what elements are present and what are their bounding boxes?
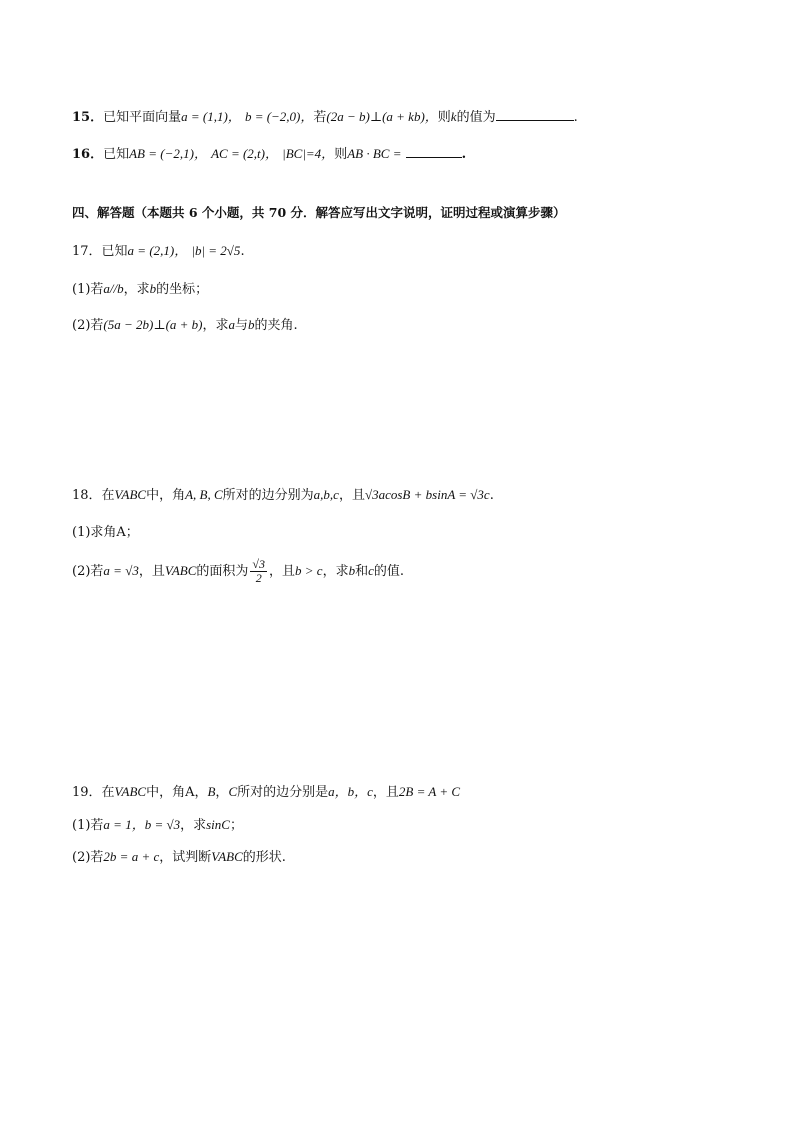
question-17-part-2 bbox=[72, 315, 298, 336]
part-text: ，试判断 bbox=[159, 850, 212, 865]
math-expression: VABC bbox=[211, 849, 243, 864]
question-stem: 17．已知 bbox=[72, 244, 128, 259]
question-text: 中，角A， bbox=[146, 785, 208, 800]
question-19-part-1 bbox=[72, 815, 243, 836]
part-text: ，求 bbox=[123, 282, 150, 297]
area-fraction bbox=[250, 558, 267, 585]
part-label: (1)若 bbox=[72, 282, 104, 297]
part-text: 的坐标； bbox=[156, 282, 209, 297]
question-end: . bbox=[240, 244, 245, 259]
math-expression: a = (1,1)， bbox=[181, 109, 241, 124]
question-number: 15． bbox=[72, 110, 104, 125]
math-expression: AB = (−2,1)， bbox=[129, 146, 207, 161]
question-19-part-2 bbox=[72, 847, 286, 868]
question-text: 已知平面向量 bbox=[103, 110, 182, 125]
question-stem: 18．在 bbox=[72, 488, 115, 503]
question-17-part-1 bbox=[72, 279, 208, 300]
question-18-part-2 bbox=[72, 556, 404, 587]
question-15 bbox=[72, 106, 578, 128]
math-expression: |b| = 2√5 bbox=[191, 243, 241, 258]
question-end: . bbox=[461, 147, 467, 162]
question-text: 中，角 bbox=[146, 488, 186, 503]
math-expression: |BC|=4， bbox=[282, 146, 335, 161]
question-text: 所对的边分别是 bbox=[237, 785, 329, 800]
math-expression: VABC bbox=[114, 487, 147, 502]
question-text: 所对的边分别为 bbox=[222, 488, 314, 503]
answer-blank bbox=[496, 106, 574, 121]
math-expression: A, B, C bbox=[185, 487, 223, 502]
question-stem: 19．在 bbox=[72, 785, 115, 800]
math-variable: C bbox=[228, 784, 238, 799]
question-text: 若 bbox=[313, 110, 327, 125]
part-text: ，求 bbox=[322, 564, 349, 579]
fraction-numerator: √3 bbox=[252, 557, 265, 571]
math-expression: b = (−2,0)， bbox=[244, 109, 314, 124]
part-label: (2)若 bbox=[72, 318, 104, 333]
part-text: 的值. bbox=[373, 564, 405, 579]
math-expression: (5a − 2b)⊥(a + b) bbox=[103, 317, 203, 332]
question-18-part-1 bbox=[72, 523, 139, 543]
part-text: ，求 bbox=[202, 318, 229, 333]
question-17 bbox=[72, 241, 245, 262]
math-expression: sinC bbox=[206, 817, 230, 832]
question-text: 已知 bbox=[103, 147, 130, 162]
math-variable: b bbox=[248, 317, 255, 332]
math-expression: AB · BC = bbox=[347, 146, 402, 161]
math-expression: b > c bbox=[295, 563, 323, 578]
math-variable: c bbox=[368, 563, 374, 578]
math-variable: b bbox=[149, 281, 157, 296]
section-title: 四、解答题（本题共 6 个小题，共 70 分．解答应写出文字说明，证明过程或演算步骤） bbox=[72, 205, 566, 220]
question-18 bbox=[72, 485, 494, 506]
question-text: ， bbox=[215, 785, 229, 800]
math-variable: b bbox=[348, 563, 356, 578]
part-label: (2)若 bbox=[72, 564, 104, 579]
math-expression: a = √3 bbox=[103, 563, 139, 578]
part-text: ，且 bbox=[138, 564, 165, 579]
question-text: ，且 bbox=[338, 488, 365, 503]
part-text: ，且 bbox=[269, 564, 296, 579]
math-expression: (2a − b)⊥(a + kb)， bbox=[326, 109, 438, 124]
part-text: 与 bbox=[235, 318, 249, 333]
part-label: (2)若 bbox=[72, 850, 104, 865]
part-text: 和 bbox=[355, 564, 369, 579]
fraction-denominator: 2 bbox=[255, 571, 262, 585]
part-text: 的夹角. bbox=[254, 318, 298, 333]
part-label: (1)若 bbox=[72, 818, 104, 833]
math-variable: B bbox=[207, 784, 216, 799]
question-end: . bbox=[489, 488, 494, 503]
math-expression: √3acosB + bsinA = √3c bbox=[364, 487, 490, 502]
math-expression: a//b bbox=[103, 281, 124, 296]
math-variable: a bbox=[228, 317, 236, 332]
math-expression: VABC bbox=[164, 563, 197, 578]
math-expression: 2B = A + C bbox=[398, 784, 461, 799]
part-text: (1)求角A； bbox=[72, 525, 139, 540]
answer-blank bbox=[406, 143, 462, 158]
math-expression: a，b，c bbox=[328, 784, 373, 799]
math-expression: AC = (2,t)， bbox=[211, 146, 278, 161]
question-end: . bbox=[573, 110, 578, 125]
question-text: ，且 bbox=[372, 785, 399, 800]
math-expression: a = 1，b = √3 bbox=[103, 817, 181, 832]
math-expression: a,b,c bbox=[313, 487, 339, 502]
part-text: ，求 bbox=[180, 818, 207, 833]
question-text: 则 bbox=[334, 147, 348, 162]
math-expression: VABC bbox=[114, 784, 147, 799]
part-text: 的形状. bbox=[242, 850, 286, 865]
question-text: 则 bbox=[437, 110, 451, 125]
question-19 bbox=[72, 782, 460, 803]
part-text: 的面积为 bbox=[196, 564, 249, 579]
part-text: ； bbox=[229, 818, 243, 833]
math-expression: 2b = a + c bbox=[103, 849, 160, 864]
math-variable: k bbox=[450, 109, 457, 124]
question-16 bbox=[72, 143, 466, 165]
question-number: 16． bbox=[72, 147, 104, 162]
math-expression: a = (2,1)， bbox=[127, 243, 188, 258]
question-text: 的值为 bbox=[456, 110, 496, 125]
